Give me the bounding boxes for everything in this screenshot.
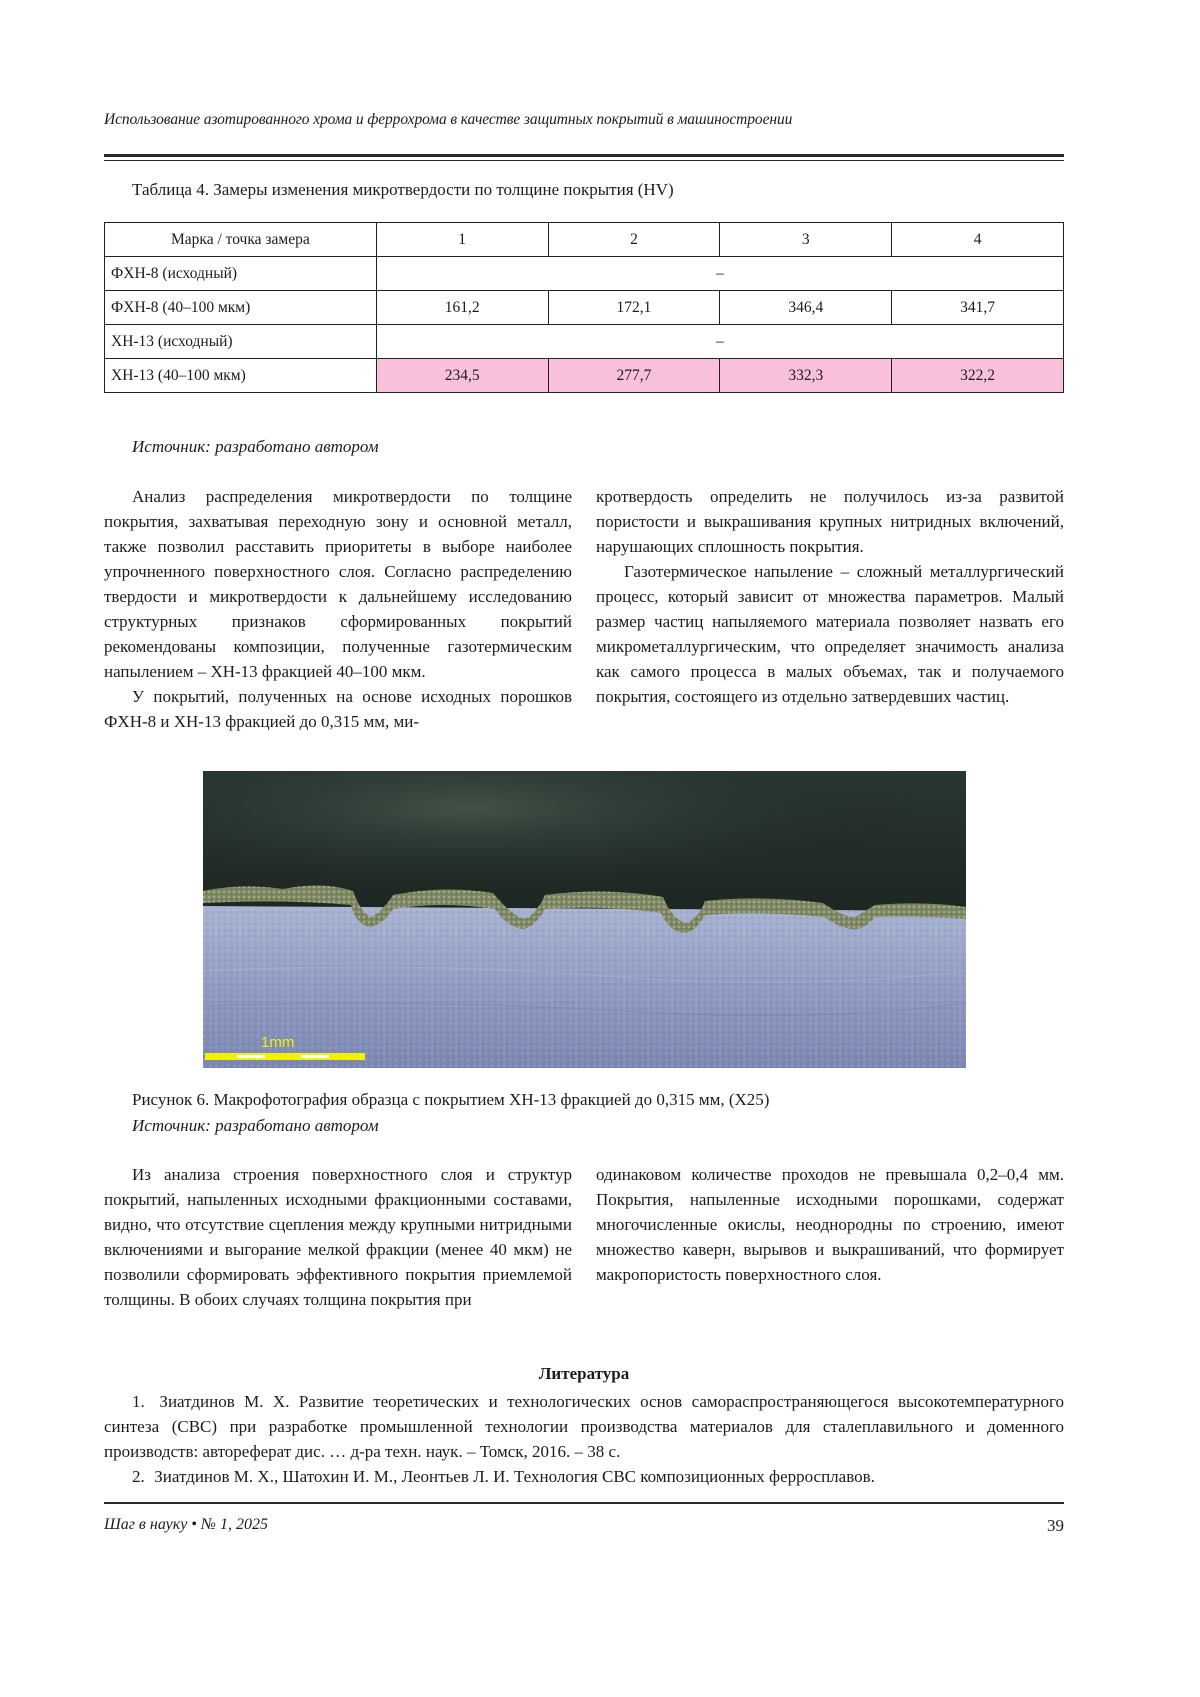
table-cell: 322,2 [892, 359, 1064, 393]
page [104, 0, 1064, 1697]
header-rule [104, 154, 1064, 157]
reference-item [104, 1464, 1064, 1489]
text-column-right-2 [596, 1162, 1064, 1287]
reference-number: 1. [132, 1392, 145, 1411]
table-header-cell: 2 [548, 223, 720, 257]
references-title: Литература [538, 1364, 630, 1383]
header-rule-thin [104, 160, 1064, 161]
microhardness-table [104, 222, 1064, 393]
table-cell: 277,7 [548, 359, 720, 393]
table-cell: 172,1 [548, 291, 720, 325]
table-row-highlighted [105, 359, 1064, 393]
table-cell: 341,7 [892, 291, 1064, 325]
reference-text: Зиатдинов М. Х., Шатохин И. М., Леонтьев Л. И. Технология СВС композиционных ферросплавов. [154, 1467, 875, 1486]
paragraph: Из анализа строения поверхностного слоя и структур покрытий, напыленных исходными фракционными составами, видно, что отсутствие сцепления между крупными нитридными включениями и выгорание мелкой фракции (менее 40 мкм) не позволили сформировать эффективного покрытия приемлемой толщины. В обоих случаях толщина покрытия при [104, 1165, 572, 1309]
row-label: ХН-13 (исходный) [105, 325, 377, 359]
table-source: Источник: разработано автором [132, 437, 379, 456]
paragraph: Газотермическое напыление – сложный металлургический процесс, который зависит от множества параметров. Малый размер частиц напыляемого материала позволяет назвать его микрометаллургическим, что определяет значимость анализа как самого процесса в малых объемах, так и получаемого покрытия, состоящего из отдельно затвердевших частиц. [596, 562, 1064, 706]
row-label: ФХН-8 (40–100 мкм) [105, 291, 377, 325]
macro-photo [203, 771, 966, 1068]
table-cell: 346,4 [720, 291, 892, 325]
table-row [105, 291, 1064, 325]
running-head: Использование азотированного хрома и феррохрома в качестве защитных покрытий в машиностроении [104, 111, 793, 128]
table-cell: 161,2 [376, 291, 548, 325]
table-row [105, 325, 1064, 359]
paragraph: кротвердость определить не получилось из-за развитой пористости и выкрашивания крупных нитридных включений, нарушающих сплошность покрытия. [596, 487, 1064, 556]
reference-text: Зиатдинов М. Х. Развитие теоретических и технологических основ самораспространяющегося высокотемпературного синтеза (СВС) при разработке промышленной технологии производства материалов для сталеплавильного и доменного производств: автореферат дис. … д-ра техн. наук. – Томск, 2016. – 38 с. [104, 1392, 1065, 1461]
reference-item [104, 1389, 1064, 1464]
merged-cell: – [376, 325, 1063, 359]
figure-source: Источник: разработано автором [132, 1116, 379, 1135]
table-header-cell: 3 [720, 223, 892, 257]
merged-cell: – [376, 257, 1063, 291]
journal-name: Шаг в науку • № 1, 2025 [104, 1516, 268, 1533]
paragraph: Анализ распределения микротвердости по толщине покрытия, захватывая переходную зону и основной металл, также позволил расставить приоритеты в выборе наиболее упрочненного поверхностного слоя. Согласно распределению твердости и микротвердости к дальнейшему исследованию структурных признаков сформированных покрытий рекомендованы композиции, полученные газотермическим напылением – ХН-13 фракцией 40–100 мкм. [104, 487, 572, 681]
table-row [105, 257, 1064, 291]
table-header-cell: Марка / точка замера [105, 223, 377, 257]
table-header-row [105, 223, 1064, 257]
text-column-left [104, 484, 572, 734]
row-label: ХН-13 (40–100 мкм) [105, 359, 377, 393]
reference-number: 2. [132, 1467, 145, 1486]
figure-caption: Рисунок 6. Макрофотография образца с покрытием ХН-13 фракцией до 0,315 мм, (Х25) [132, 1090, 770, 1109]
footer-rule [104, 1502, 1064, 1504]
table-header-cell: 1 [376, 223, 548, 257]
text-column-left-2 [104, 1162, 572, 1312]
table-header-cell: 4 [892, 223, 1064, 257]
scale-bar [205, 1053, 365, 1060]
page-number: 39 [1047, 1516, 1064, 1535]
text-column-right [596, 484, 1064, 709]
table-cell: 234,5 [376, 359, 548, 393]
paragraph: одинаковом количестве проходов не превышала 0,2–0,4 мм. Покрытия, напыленные исходными порошками, содержат многочисленные окислы, неоднородны по строению, имеют множество каверн, вырывов и выкрашиваний, что формирует макропористость поверхностного слоя. [596, 1165, 1064, 1284]
row-label: ФХН-8 (исходный) [105, 257, 377, 291]
table-cell: 332,3 [720, 359, 892, 393]
table-caption: Таблица 4. Замеры изменения микротвердости по толщине покрытия (HV) [132, 180, 674, 199]
scale-label: 1mm [261, 1034, 295, 1051]
paragraph: У покрытий, полученных на основе исходных порошков ФХН-8 и ХН-13 фракцией до 0,315 мм, ми- [104, 687, 572, 731]
